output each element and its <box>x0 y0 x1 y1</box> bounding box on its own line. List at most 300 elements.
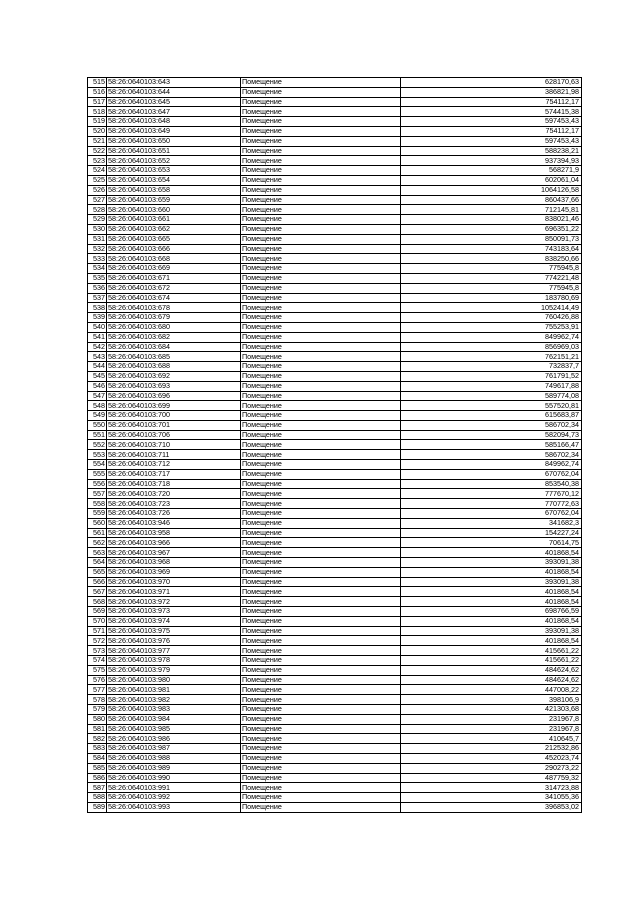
row-number: 584 <box>88 753 107 763</box>
row-number: 537 <box>88 293 107 303</box>
cadastral-value: 401868,54 <box>401 548 582 558</box>
row-number: 549 <box>88 411 107 421</box>
row-number: 561 <box>88 528 107 538</box>
row-number: 530 <box>88 224 107 234</box>
cadastral-value: 849962,74 <box>401 460 582 470</box>
object-type: Помещение <box>241 234 401 244</box>
table-row <box>88 528 582 538</box>
object-type: Помещение <box>241 322 401 332</box>
table-row <box>88 107 582 117</box>
row-number: 536 <box>88 283 107 293</box>
row-number: 535 <box>88 273 107 283</box>
cadastral-number: 58:26:0640103:968 <box>107 558 241 568</box>
table-row <box>88 283 582 293</box>
cadastral-number: 58:26:0640103:986 <box>107 734 241 744</box>
row-number: 550 <box>88 420 107 430</box>
object-type: Помещение <box>241 401 401 411</box>
table-row <box>88 469 582 479</box>
cadastral-number: 58:26:0640103:984 <box>107 714 241 724</box>
object-type: Помещение <box>241 185 401 195</box>
row-number: 580 <box>88 714 107 724</box>
row-number: 555 <box>88 469 107 479</box>
table-row <box>88 411 582 421</box>
cadastral-number: 58:26:0640103:973 <box>107 607 241 617</box>
cadastral-number: 58:26:0640103:672 <box>107 283 241 293</box>
cadastral-value: 401868,54 <box>401 616 582 626</box>
cadastral-value: 937394,93 <box>401 156 582 166</box>
cadastral-number: 58:26:0640103:988 <box>107 753 241 763</box>
table-row <box>88 146 582 156</box>
row-number: 574 <box>88 656 107 666</box>
cadastral-value: 762151,21 <box>401 352 582 362</box>
table-row <box>88 607 582 617</box>
table-row <box>88 371 582 381</box>
cadastral-number: 58:26:0640103:659 <box>107 195 241 205</box>
row-number: 533 <box>88 254 107 264</box>
cadastral-value: 231967,8 <box>401 724 582 734</box>
row-number: 573 <box>88 646 107 656</box>
object-type: Помещение <box>241 489 401 499</box>
cadastral-number: 58:26:0640103:660 <box>107 205 241 215</box>
cadastral-value: 1064126,58 <box>401 185 582 195</box>
cadastral-value: 597453,43 <box>401 117 582 127</box>
cadastral-number: 58:26:0640103:658 <box>107 185 241 195</box>
object-type: Помещение <box>241 381 401 391</box>
object-type: Помещение <box>241 224 401 234</box>
cadastral-number: 58:26:0640103:971 <box>107 587 241 597</box>
cadastral-number: 58:26:0640103:972 <box>107 597 241 607</box>
object-type: Помещение <box>241 734 401 744</box>
cadastral-value: 698766,59 <box>401 607 582 617</box>
cadastral-number: 58:26:0640103:710 <box>107 440 241 450</box>
table-row <box>88 97 582 107</box>
table-row <box>88 479 582 489</box>
table-row <box>88 175 582 185</box>
row-number: 522 <box>88 146 107 156</box>
object-type: Помещение <box>241 597 401 607</box>
table-row <box>88 558 582 568</box>
table-row <box>88 234 582 244</box>
cadastral-number: 58:26:0640103:969 <box>107 567 241 577</box>
cadastral-value: 602061,04 <box>401 175 582 185</box>
cadastral-value: 574415,38 <box>401 107 582 117</box>
object-type: Помещение <box>241 607 401 617</box>
cadastral-value: 398106,9 <box>401 695 582 705</box>
row-number: 553 <box>88 450 107 460</box>
cadastral-number: 58:26:0640103:680 <box>107 322 241 332</box>
cadastral-number: 58:26:0640103:989 <box>107 763 241 773</box>
object-type: Помещение <box>241 78 401 88</box>
row-number: 568 <box>88 597 107 607</box>
cadastral-number: 58:26:0640103:688 <box>107 362 241 372</box>
table-row <box>88 117 582 127</box>
row-number: 557 <box>88 489 107 499</box>
object-type: Помещение <box>241 538 401 548</box>
object-type: Помещение <box>241 175 401 185</box>
cadastral-value: 670762,04 <box>401 509 582 519</box>
row-number: 524 <box>88 166 107 176</box>
row-number: 516 <box>88 87 107 97</box>
cadastral-value: 341682,3 <box>401 518 582 528</box>
row-number: 585 <box>88 763 107 773</box>
object-type: Помещение <box>241 136 401 146</box>
row-number: 540 <box>88 322 107 332</box>
row-number: 515 <box>88 78 107 88</box>
cadastral-value: 447008,22 <box>401 685 582 695</box>
cadastral-value: 401868,54 <box>401 597 582 607</box>
cadastral-number: 58:26:0640103:651 <box>107 146 241 156</box>
row-number: 589 <box>88 802 107 812</box>
cadastral-value: 696351,22 <box>401 224 582 234</box>
cadastral-value: 754112,17 <box>401 126 582 136</box>
document-page <box>87 77 582 813</box>
row-number: 544 <box>88 362 107 372</box>
cadastral-number: 58:26:0640103:974 <box>107 616 241 626</box>
table-row <box>88 626 582 636</box>
row-number: 545 <box>88 371 107 381</box>
cadastral-value: 484624,62 <box>401 665 582 675</box>
cadastral-value: 754112,17 <box>401 97 582 107</box>
table-row <box>88 646 582 656</box>
cadastral-number: 58:26:0640103:685 <box>107 352 241 362</box>
property-table <box>87 77 582 813</box>
row-number: 542 <box>88 342 107 352</box>
row-number: 558 <box>88 499 107 509</box>
object-type: Помещение <box>241 146 401 156</box>
cadastral-value: 314723,88 <box>401 783 582 793</box>
cadastral-value: 452023,74 <box>401 753 582 763</box>
object-type: Помещение <box>241 744 401 754</box>
cadastral-number: 58:26:0640103:967 <box>107 548 241 558</box>
row-number: 575 <box>88 665 107 675</box>
cadastral-number: 58:26:0640103:674 <box>107 293 241 303</box>
object-type: Помещение <box>241 753 401 763</box>
cadastral-value: 588238,21 <box>401 146 582 156</box>
cadastral-value: 183780,69 <box>401 293 582 303</box>
object-type: Помещение <box>241 460 401 470</box>
table-row <box>88 587 582 597</box>
object-type: Помещение <box>241 773 401 783</box>
cadastral-value: 568271,9 <box>401 166 582 176</box>
table-row <box>88 126 582 136</box>
cadastral-value: 341055,36 <box>401 793 582 803</box>
cadastral-number: 58:26:0640103:668 <box>107 254 241 264</box>
table-row <box>88 636 582 646</box>
cadastral-value: 849962,74 <box>401 332 582 342</box>
table-row <box>88 685 582 695</box>
object-type: Помещение <box>241 332 401 342</box>
cadastral-number: 58:26:0640103:970 <box>107 577 241 587</box>
row-number: 526 <box>88 185 107 195</box>
cadastral-value: 557520,81 <box>401 401 582 411</box>
cadastral-number: 58:26:0640103:966 <box>107 538 241 548</box>
table-row <box>88 195 582 205</box>
cadastral-number: 58:26:0640103:692 <box>107 371 241 381</box>
object-type: Помещение <box>241 665 401 675</box>
object-type: Помещение <box>241 391 401 401</box>
row-number: 517 <box>88 97 107 107</box>
table-row <box>88 381 582 391</box>
row-number: 582 <box>88 734 107 744</box>
cadastral-value: 853540,38 <box>401 479 582 489</box>
object-type: Помещение <box>241 97 401 107</box>
object-type: Помещение <box>241 342 401 352</box>
cadastral-number: 58:26:0640103:946 <box>107 518 241 528</box>
object-type: Помещение <box>241 802 401 812</box>
cadastral-number: 58:26:0640103:671 <box>107 273 241 283</box>
cadastral-number: 58:26:0640103:976 <box>107 636 241 646</box>
table-row <box>88 391 582 401</box>
table-row <box>88 156 582 166</box>
table-row <box>88 185 582 195</box>
cadastral-number: 58:26:0640103:645 <box>107 97 241 107</box>
cadastral-value: 484624,62 <box>401 675 582 685</box>
table-row <box>88 460 582 470</box>
cadastral-number: 58:26:0640103:644 <box>107 87 241 97</box>
object-type: Помещение <box>241 705 401 715</box>
table-row <box>88 705 582 715</box>
table-row <box>88 352 582 362</box>
object-type: Помещение <box>241 371 401 381</box>
cadastral-number: 58:26:0640103:661 <box>107 215 241 225</box>
row-number: 586 <box>88 773 107 783</box>
object-type: Помещение <box>241 479 401 489</box>
table-row <box>88 695 582 705</box>
cadastral-value: 401868,54 <box>401 587 582 597</box>
object-type: Помещение <box>241 107 401 117</box>
cadastral-value: 850091,73 <box>401 234 582 244</box>
table-row <box>88 567 582 577</box>
row-number: 556 <box>88 479 107 489</box>
cadastral-number: 58:26:0640103:679 <box>107 313 241 323</box>
cadastral-number: 58:26:0640103:684 <box>107 342 241 352</box>
object-type: Помещение <box>241 763 401 773</box>
cadastral-value: 615683,87 <box>401 411 582 421</box>
cadastral-number: 58:26:0640103:682 <box>107 332 241 342</box>
cadastral-number: 58:26:0640103:981 <box>107 685 241 695</box>
cadastral-number: 58:26:0640103:717 <box>107 469 241 479</box>
table-row <box>88 224 582 234</box>
table-row <box>88 734 582 744</box>
row-number: 578 <box>88 695 107 705</box>
object-type: Помещение <box>241 518 401 528</box>
cadastral-value: 415661,22 <box>401 646 582 656</box>
table-row <box>88 616 582 626</box>
table-row <box>88 322 582 332</box>
cadastral-number: 58:26:0640103:983 <box>107 705 241 715</box>
cadastral-number: 58:26:0640103:979 <box>107 665 241 675</box>
row-number: 570 <box>88 616 107 626</box>
cadastral-number: 58:26:0640103:992 <box>107 793 241 803</box>
object-type: Помещение <box>241 362 401 372</box>
object-type: Помещение <box>241 469 401 479</box>
cadastral-number: 58:26:0640103:700 <box>107 411 241 421</box>
table-row <box>88 793 582 803</box>
cadastral-number: 58:26:0640103:701 <box>107 420 241 430</box>
table-row <box>88 489 582 499</box>
table-row <box>88 362 582 372</box>
row-number: 531 <box>88 234 107 244</box>
object-type: Помещение <box>241 509 401 519</box>
cadastral-number: 58:26:0640103:720 <box>107 489 241 499</box>
table-row <box>88 518 582 528</box>
cadastral-number: 58:26:0640103:987 <box>107 744 241 754</box>
cadastral-number: 58:26:0640103:706 <box>107 430 241 440</box>
cadastral-value: 856969,03 <box>401 342 582 352</box>
row-number: 541 <box>88 332 107 342</box>
row-number: 577 <box>88 685 107 695</box>
cadastral-number: 58:26:0640103:665 <box>107 234 241 244</box>
cadastral-number: 58:26:0640103:980 <box>107 675 241 685</box>
table-row <box>88 332 582 342</box>
row-number: 547 <box>88 391 107 401</box>
object-type: Помещение <box>241 724 401 734</box>
table-row <box>88 753 582 763</box>
cadastral-value: 770772,63 <box>401 499 582 509</box>
object-type: Помещение <box>241 450 401 460</box>
cadastral-number: 58:26:0640103:648 <box>107 117 241 127</box>
object-type: Помещение <box>241 293 401 303</box>
object-type: Помещение <box>241 205 401 215</box>
row-number: 521 <box>88 136 107 146</box>
cadastral-number: 58:26:0640103:666 <box>107 244 241 254</box>
object-type: Помещение <box>241 548 401 558</box>
row-number: 528 <box>88 205 107 215</box>
table-row <box>88 215 582 225</box>
cadastral-value: 775945,8 <box>401 264 582 274</box>
cadastral-value: 774221,48 <box>401 273 582 283</box>
cadastral-value: 760426,88 <box>401 313 582 323</box>
row-number: 560 <box>88 518 107 528</box>
object-type: Помещение <box>241 156 401 166</box>
row-number: 559 <box>88 509 107 519</box>
row-number: 581 <box>88 724 107 734</box>
row-number: 576 <box>88 675 107 685</box>
object-type: Помещение <box>241 352 401 362</box>
cadastral-number: 58:26:0640103:977 <box>107 646 241 656</box>
cadastral-number: 58:26:0640103:726 <box>107 509 241 519</box>
table-row <box>88 273 582 283</box>
cadastral-value: 749617,88 <box>401 381 582 391</box>
row-number: 587 <box>88 783 107 793</box>
cadastral-value: 415661,22 <box>401 656 582 666</box>
object-type: Помещение <box>241 636 401 646</box>
cadastral-number: 58:26:0640103:958 <box>107 528 241 538</box>
row-number: 546 <box>88 381 107 391</box>
object-type: Помещение <box>241 254 401 264</box>
table-row <box>88 744 582 754</box>
row-number: 525 <box>88 175 107 185</box>
object-type: Помещение <box>241 283 401 293</box>
cadastral-number: 58:26:0640103:652 <box>107 156 241 166</box>
cadastral-value: 401868,54 <box>401 567 582 577</box>
object-type: Помещение <box>241 695 401 705</box>
table-row <box>88 313 582 323</box>
cadastral-number: 58:26:0640103:662 <box>107 224 241 234</box>
cadastral-number: 58:26:0640103:985 <box>107 724 241 734</box>
table-row <box>88 577 582 587</box>
row-number: 562 <box>88 538 107 548</box>
object-type: Помещение <box>241 656 401 666</box>
row-number: 572 <box>88 636 107 646</box>
cadastral-value: 732837,7 <box>401 362 582 372</box>
cadastral-value: 396853,02 <box>401 802 582 812</box>
cadastral-value: 393091,38 <box>401 577 582 587</box>
object-type: Помещение <box>241 685 401 695</box>
cadastral-value: 70614,75 <box>401 538 582 548</box>
cadastral-number: 58:26:0640103:650 <box>107 136 241 146</box>
row-number: 552 <box>88 440 107 450</box>
cadastral-value: 386821,98 <box>401 87 582 97</box>
cadastral-value: 212532,86 <box>401 744 582 754</box>
table-row <box>88 254 582 264</box>
row-number: 588 <box>88 793 107 803</box>
object-type: Помещение <box>241 303 401 313</box>
row-number: 579 <box>88 705 107 715</box>
cadastral-number: 58:26:0640103:975 <box>107 626 241 636</box>
cadastral-value: 628170,63 <box>401 78 582 88</box>
table-row <box>88 78 582 88</box>
row-number: 583 <box>88 744 107 754</box>
object-type: Помещение <box>241 87 401 97</box>
row-number: 534 <box>88 264 107 274</box>
cadastral-value: 838250,66 <box>401 254 582 264</box>
object-type: Помещение <box>241 499 401 509</box>
object-type: Помещение <box>241 783 401 793</box>
object-type: Помещение <box>241 793 401 803</box>
cadastral-number: 58:26:0640103:669 <box>107 264 241 274</box>
row-number: 520 <box>88 126 107 136</box>
cadastral-value: 154227,24 <box>401 528 582 538</box>
cadastral-number: 58:26:0640103:723 <box>107 499 241 509</box>
cadastral-value: 670762,04 <box>401 469 582 479</box>
table-row <box>88 244 582 254</box>
object-type: Помещение <box>241 166 401 176</box>
table-row <box>88 675 582 685</box>
table-row <box>88 538 582 548</box>
cadastral-number: 58:26:0640103:699 <box>107 401 241 411</box>
object-type: Помещение <box>241 244 401 254</box>
cadastral-value: 586702,34 <box>401 450 582 460</box>
cadastral-value: 487759,32 <box>401 773 582 783</box>
cadastral-number: 58:26:0640103:990 <box>107 773 241 783</box>
cadastral-value: 393091,38 <box>401 626 582 636</box>
row-number: 566 <box>88 577 107 587</box>
table-row <box>88 714 582 724</box>
cadastral-value: 585166,47 <box>401 440 582 450</box>
cadastral-number: 58:26:0640103:678 <box>107 303 241 313</box>
cadastral-number: 58:26:0640103:693 <box>107 381 241 391</box>
cadastral-number: 58:26:0640103:711 <box>107 450 241 460</box>
cadastral-number: 58:26:0640103:993 <box>107 802 241 812</box>
cadastral-value: 777670,12 <box>401 489 582 499</box>
object-type: Помещение <box>241 215 401 225</box>
table-row <box>88 548 582 558</box>
cadastral-number: 58:26:0640103:654 <box>107 175 241 185</box>
table-row <box>88 430 582 440</box>
table-row <box>88 401 582 411</box>
cadastral-value: 421303,68 <box>401 705 582 715</box>
row-number: 569 <box>88 607 107 617</box>
cadastral-number: 58:26:0640103:649 <box>107 126 241 136</box>
row-number: 539 <box>88 313 107 323</box>
row-number: 567 <box>88 587 107 597</box>
table-row <box>88 87 582 97</box>
table-row <box>88 205 582 215</box>
object-type: Помещение <box>241 616 401 626</box>
object-type: Помещение <box>241 264 401 274</box>
object-type: Помещение <box>241 714 401 724</box>
